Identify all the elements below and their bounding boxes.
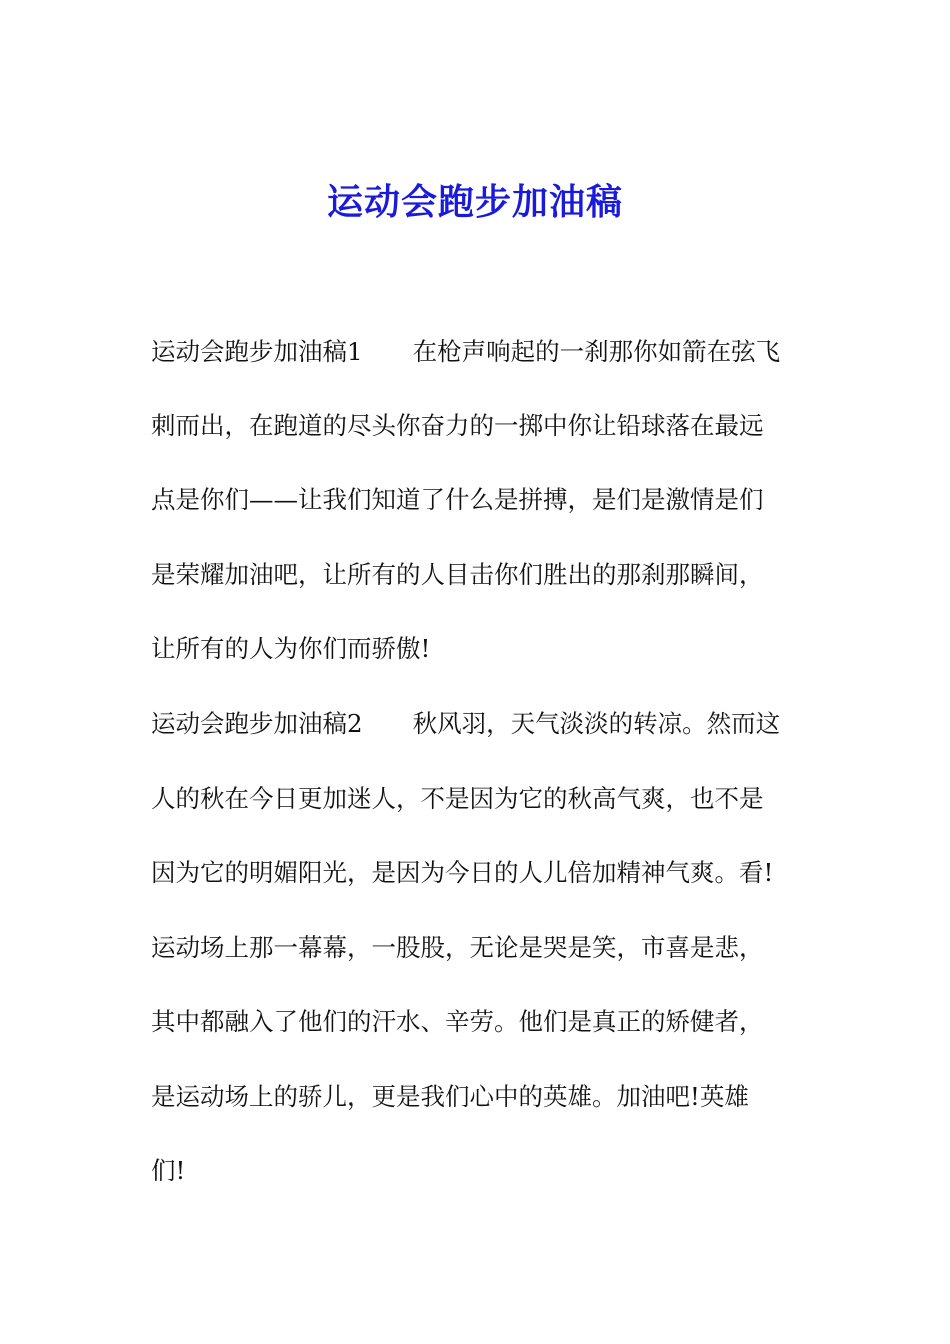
paragraph-line xyxy=(151,706,816,742)
paragraph-line: 是荣耀加油吧，让所有的人目击你们胜出的那刹那瞬间， xyxy=(151,560,764,589)
paragraph-text: 秋风羽，天气淡淡的转凉。然而这 xyxy=(412,709,781,738)
paragraph-text: 在枪声响起的一刹那你如箭在弦飞 xyxy=(412,337,781,366)
paragraph-line: 因为它的明媚阳光，是因为今日的人儿倍加精神气爽。看! xyxy=(151,858,774,887)
paragraph-line: 运动场上那一幕幕，一股股，无论是哭是笑，市喜是悲， xyxy=(151,933,764,962)
paragraph-line: 其中都融入了他们的汗水、辛劳。他们是真正的矫健者， xyxy=(151,1007,764,1036)
paragraph-line: 是运动场上的骄儿，更是我们心中的英雄。加油吧!英雄 xyxy=(151,1082,749,1111)
paragraph-line: 让所有的人为你们而骄傲! xyxy=(151,634,431,663)
document-title: 运动会跑步加油稿 xyxy=(326,181,623,223)
section-heading: 运动会跑步加油稿1 xyxy=(151,337,363,366)
paragraph-line: 们! xyxy=(151,1156,186,1185)
paragraph-line: 刺而出，在跑道的尽头你奋力的一掷中你让铅球落在最远 xyxy=(151,411,764,440)
paragraph-line: 点是你们——让我们知道了什么是拼搏，是们是激情是们 xyxy=(151,485,764,514)
paragraph-line xyxy=(151,334,816,370)
paragraph-line: 人的秋在今日更加迷人，不是因为它的秋高气爽，也不是 xyxy=(151,784,764,813)
section-heading: 运动会跑步加油稿2 xyxy=(151,709,363,738)
